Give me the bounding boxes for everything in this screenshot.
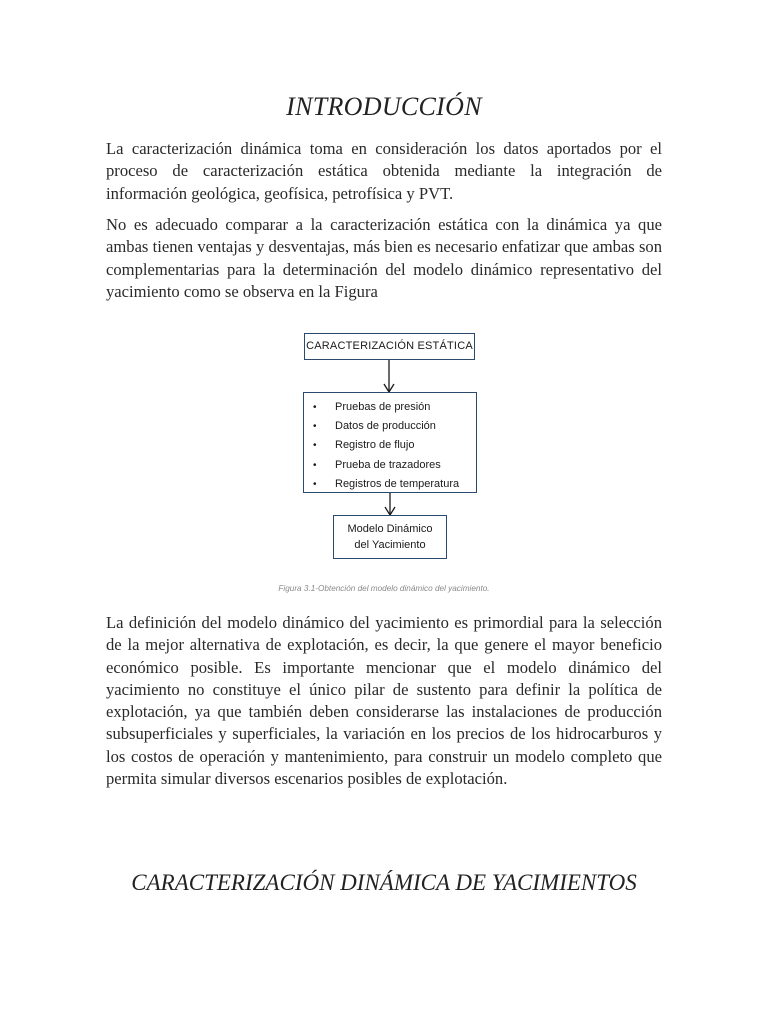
- dynamic-model-box: [333, 515, 447, 559]
- paragraph-1: La caracterización dinámica toma en consideración los datos aportados por el proceso de caracterización estática obtenida mediante la integración de información geológica, geofísica, petrofísica y PVT.: [106, 139, 662, 203]
- list-item-label: Registros de temperatura: [335, 477, 460, 490]
- figure-caption: Figura 3.1-Obtención del modelo dinámico del yacimiento.: [278, 584, 490, 593]
- bullet-icon: •: [313, 421, 317, 433]
- list-item-label: Prueba de trazadores: [335, 458, 441, 471]
- list-item-label: Pruebas de presión: [335, 401, 431, 413]
- dynamic-data-list-box: [303, 392, 477, 493]
- bullet-icon: •: [313, 440, 317, 452]
- paragraph-3: La definición del modelo dinámico del yacimiento es primordial para la selección de la mejor alternativa de explotación, es decir, la que genere el mayor beneficio económico posible. Es importante mencionar que el modelo dinámico del yacimiento no constituye el único pilar de sustento para definir la política de explotación, ya que también deben considerarse las instalaciones de producción subsuperficiales y superficiales, la variación en los precios de los hidrocarburos y los costos de operación y mantenimiento, para construir un modelo completo que permita simular diversos escenarios posibles de explotación.: [106, 613, 662, 789]
- bullet-icon: •: [313, 459, 317, 471]
- static-characterization-box: CARACTERIZACIÓN ESTÁTICA: [304, 333, 475, 360]
- list-item: [313, 398, 476, 417]
- paragraph-2: No es adecuado comparar a la caracterización estática con la dinámica ya que ambas tienen ventajas y desventajas, más bien es necesario enfatizar que ambas son complementarias para la determinación del modelo dinámico representativo del yacimiento como se observa en la Figura: [106, 215, 662, 301]
- list-item-label: Datos de producción: [335, 420, 436, 433]
- list-item: [313, 456, 476, 475]
- list-item: [313, 417, 476, 436]
- bullet-icon: •: [313, 478, 317, 490]
- arrow-down-2: [383, 493, 397, 517]
- bullet-icon: •: [313, 402, 317, 413]
- list-item: [313, 436, 476, 455]
- list-item-label: Registro de flujo: [335, 439, 415, 452]
- list-item: [313, 475, 476, 494]
- dynamic-model-line-1: Modelo Dinámico: [347, 523, 433, 535]
- page-title: INTRODUCCIÓN: [286, 92, 482, 121]
- dynamic-model-line-2: del Yacimiento: [354, 539, 426, 551]
- arrow-down-1: [382, 360, 396, 394]
- section-heading: CARACTERIZACIÓN DINÁMICA DE YACIMIENTOS: [131, 870, 637, 895]
